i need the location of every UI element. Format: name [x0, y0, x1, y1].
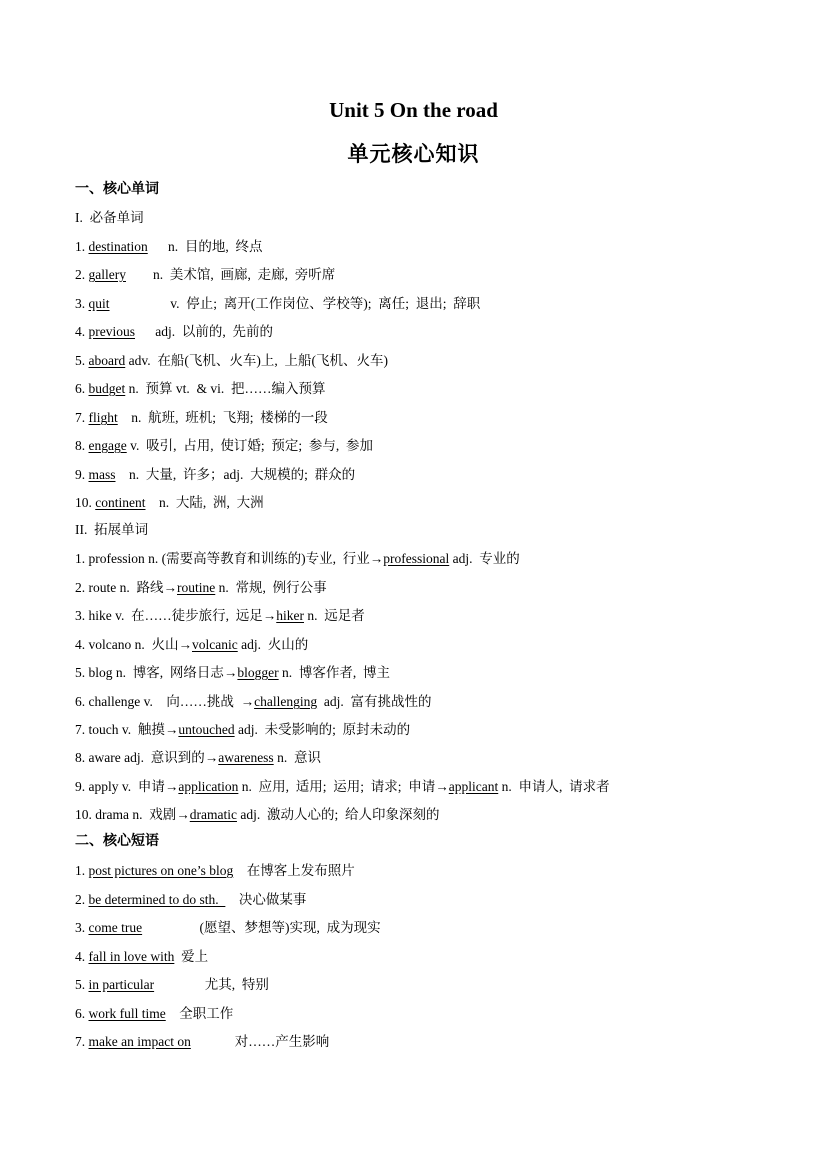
- vocab-item: [75, 465, 355, 485]
- vocab-word: budget: [88, 381, 126, 396]
- item-text: 9. apply v. 申请→: [75, 779, 179, 794]
- item-text: 7. touch v. 触摸→: [75, 722, 179, 737]
- vocab-item: [75, 436, 373, 456]
- item-number: 9.: [75, 467, 89, 482]
- phrase-item: [75, 890, 306, 910]
- phrase: work full time: [88, 1006, 166, 1021]
- vocab-definition: n. 大陆, 洲, 大洲: [145, 495, 264, 510]
- vocab-definition: adj. 以前的, 先前的: [135, 324, 273, 339]
- vocab-item: [75, 294, 480, 314]
- item-number: 7.: [75, 410, 89, 425]
- vocab-item: [75, 408, 328, 428]
- vocab-item: [75, 265, 335, 285]
- unit-title: Unit 5 On the road: [329, 98, 498, 122]
- vocab-word: mass: [88, 467, 116, 482]
- phrase-item: [75, 975, 269, 995]
- item-text: 1. profession n. (需要高等教育和训练的)专业, 行业→: [75, 551, 384, 566]
- item-number: 2.: [75, 267, 89, 282]
- item-number: 4.: [75, 324, 89, 339]
- phrase-item: [75, 1004, 233, 1024]
- vocab-definition: adv. 在船(飞机、火车)上, 上船(飞机、火车): [125, 353, 388, 368]
- subsection-heading: I. 必备单词: [75, 210, 144, 225]
- vocab-word: quit: [88, 296, 110, 311]
- item-text: n. 应用, 适用; 运用; 请求; 申请→: [238, 779, 449, 794]
- item-text: 5. blog n. 博客, 网络日志→: [75, 665, 238, 680]
- item-number: 10.: [75, 495, 96, 510]
- vocab-item: [75, 322, 273, 342]
- item-text: n. 博客作者, 博主: [278, 665, 391, 680]
- item-text: 4. volcano n. 火山→: [75, 637, 192, 652]
- item-text: adj. 火山的: [237, 637, 309, 652]
- phrase: make an impact on: [88, 1034, 191, 1049]
- vocab-word: continent: [95, 495, 146, 510]
- vocab-definition: n. 大量, 许多；adj. 大规模的; 群众的: [115, 467, 356, 482]
- section-subtitle: 单元核心知识: [347, 142, 480, 166]
- item-text: adj. 激动人心的; 给人印象深刻的: [236, 807, 440, 822]
- derived-word: routine: [177, 580, 216, 595]
- vocab-item: [75, 493, 264, 513]
- derived-word-item: [75, 805, 439, 825]
- item-text: 2. route n. 路线→: [75, 580, 177, 595]
- vocab-definition: n. 目的地, 终点: [147, 239, 263, 254]
- derived-word-item: [75, 663, 390, 683]
- derived-word: hiker: [276, 608, 304, 623]
- item-text: n. 远足者: [304, 608, 365, 623]
- vocab-definition: n. 美术馆, 画廊, 走廊, 旁听席: [125, 267, 336, 282]
- phrase: come true: [88, 920, 143, 935]
- vocab-item: [75, 237, 263, 257]
- phrase: in particular: [88, 977, 155, 992]
- phrase-definition: 全职工作: [165, 1006, 234, 1021]
- phrase-definition: 爱上: [174, 949, 209, 964]
- vocab-word: aboard: [88, 353, 126, 368]
- vocab-word: gallery: [88, 267, 126, 282]
- phrase-item: [75, 1032, 329, 1052]
- phrase-definition: 尤其, 特别: [154, 977, 269, 992]
- derived-word-item: [75, 606, 365, 626]
- item-number: 4.: [75, 949, 89, 964]
- derived-word: professional: [383, 551, 450, 566]
- derived-word: awareness: [218, 750, 274, 765]
- phrase-item: [75, 861, 355, 881]
- item-number: 8.: [75, 438, 89, 453]
- item-text: n. 意识: [273, 750, 321, 765]
- phrase-definition: (愿望、梦想等)实现, 成为现实: [142, 920, 381, 935]
- vocab-definition: v. 吸引, 占用, 使订婚; 预定; 参与, 参加: [126, 438, 373, 453]
- item-text: n. 常规, 例行公事: [215, 580, 327, 595]
- derived-word-item: [75, 748, 321, 768]
- vocab-word: previous: [88, 324, 135, 339]
- vocab-item: [75, 379, 326, 399]
- item-text: adj. 富有挑战性的: [317, 694, 432, 709]
- item-text: adj. 专业的: [449, 551, 520, 566]
- derived-word: applicant: [448, 779, 499, 794]
- item-number: 3.: [75, 920, 89, 935]
- vocab-item: [75, 351, 388, 371]
- derived-word-item: [75, 692, 431, 712]
- vocab-word: engage: [88, 438, 127, 453]
- item-number: 6.: [75, 381, 89, 396]
- phrase: fall in love with: [88, 949, 175, 964]
- derived-word-item: [75, 549, 520, 569]
- phrase: post pictures on one’s blog: [88, 863, 234, 878]
- item-number: 3.: [75, 296, 89, 311]
- item-number: 5.: [75, 977, 89, 992]
- phrase-definition: 对……产生影响: [190, 1034, 330, 1049]
- item-number: 2.: [75, 892, 89, 907]
- phrase-definition: 在博客上发布照片: [233, 863, 355, 878]
- phrase-definition: 决心做某事: [225, 892, 307, 907]
- derived-word: volcanic: [192, 637, 238, 652]
- vocab-definition: n. 预算 vt. & vi. 把……编入预算: [125, 381, 326, 396]
- phrase-item: [75, 947, 208, 967]
- vocab-word: destination: [88, 239, 148, 254]
- subsection-heading: II. 拓展单词: [75, 522, 149, 537]
- derived-word: untouched: [178, 722, 235, 737]
- derived-word-item: [75, 777, 610, 797]
- item-text: 6. challenge v. 向……挑战 →: [75, 694, 255, 709]
- item-number: 6.: [75, 1006, 89, 1021]
- vocab-definition: n. 航班, 班机; 飞翔; 楼梯的一段: [117, 410, 328, 425]
- derived-word: dramatic: [189, 807, 237, 822]
- derived-word-item: [75, 578, 327, 598]
- phrase-item: [75, 918, 381, 938]
- derived-word-item: [75, 720, 410, 740]
- section-heading: 二、核心短语: [75, 834, 159, 849]
- vocab-definition: v. 停止; 离开(工作岗位、学校等); 离任; 退出; 辞职: [109, 296, 481, 311]
- phrase: be determined to do sth.: [88, 892, 226, 907]
- item-number: 1.: [75, 863, 89, 878]
- item-text: 10. drama n. 戏剧→: [75, 807, 190, 822]
- item-number: 5.: [75, 353, 89, 368]
- section-heading: 一、核心单词: [75, 182, 159, 197]
- vocab-word: flight: [88, 410, 118, 425]
- item-text: adj. 未受影响的; 原封未动的: [234, 722, 411, 737]
- item-text: 3. hike v. 在……徒步旅行, 远足→: [75, 608, 277, 623]
- derived-word: application: [178, 779, 239, 794]
- derived-word-item: [75, 635, 308, 655]
- item-number: 1.: [75, 239, 89, 254]
- item-text: 8. aware adj. 意识到的→: [75, 750, 219, 765]
- derived-word: challenging: [254, 694, 318, 709]
- item-number: 7.: [75, 1034, 89, 1049]
- derived-word: blogger: [237, 665, 279, 680]
- item-text: n. 申请人, 请求者: [498, 779, 610, 794]
